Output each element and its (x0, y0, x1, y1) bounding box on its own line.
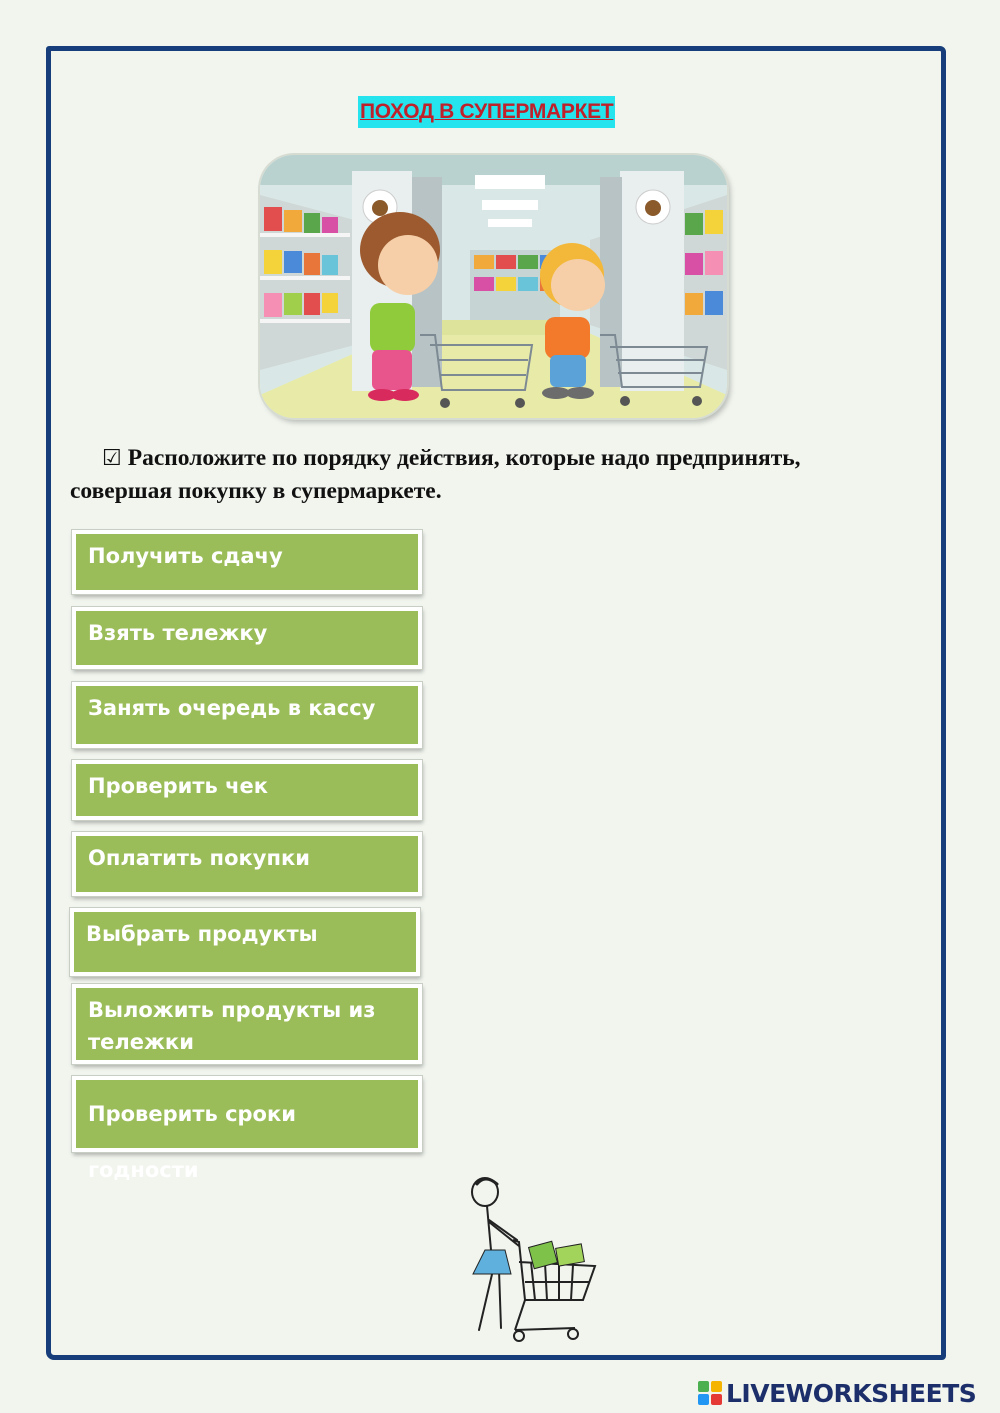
liveworksheets-logo (698, 1378, 976, 1408)
checkbox-icon: ☑ (102, 446, 122, 471)
step-card[interactable] (72, 832, 422, 896)
step-card-label: Проверить сроки годности (88, 1102, 296, 1182)
brand-name: LIVEWORKSHEETS (726, 1378, 977, 1408)
step-card[interactable] (72, 1076, 422, 1182)
supermarket-illustration (260, 155, 727, 418)
step-card[interactable] (70, 908, 420, 976)
step-card[interactable] (72, 607, 422, 669)
step-card[interactable] (72, 682, 422, 748)
step-card-label: Выбрать продукты (86, 922, 318, 946)
step-card[interactable] (72, 530, 422, 594)
instruction-line-1: Расположите по порядку действия, которые надо предпринять, (127, 445, 801, 471)
step-card-label: Проверить чек (88, 774, 268, 798)
task-instruction (70, 442, 920, 507)
instruction-line-2: совершая покупку в супермаркете. (70, 478, 442, 504)
step-card-label: Выложить продукты из тележки (88, 998, 376, 1054)
liveworksheets-mark-icon (698, 1381, 722, 1405)
step-card-label: Получить сдачу (88, 544, 283, 568)
step-card-label: Оплатить покупки (88, 846, 310, 870)
step-card[interactable] (72, 760, 422, 820)
step-card-label: Занять очередь в кассу (88, 696, 376, 720)
step-card[interactable] (72, 984, 422, 1064)
shopper-cart-illustration (455, 1170, 615, 1355)
step-card-label: Взять тележку (88, 621, 268, 645)
worksheet-title: ПОХОД В СУПЕРМАРКЕТ (358, 96, 615, 128)
